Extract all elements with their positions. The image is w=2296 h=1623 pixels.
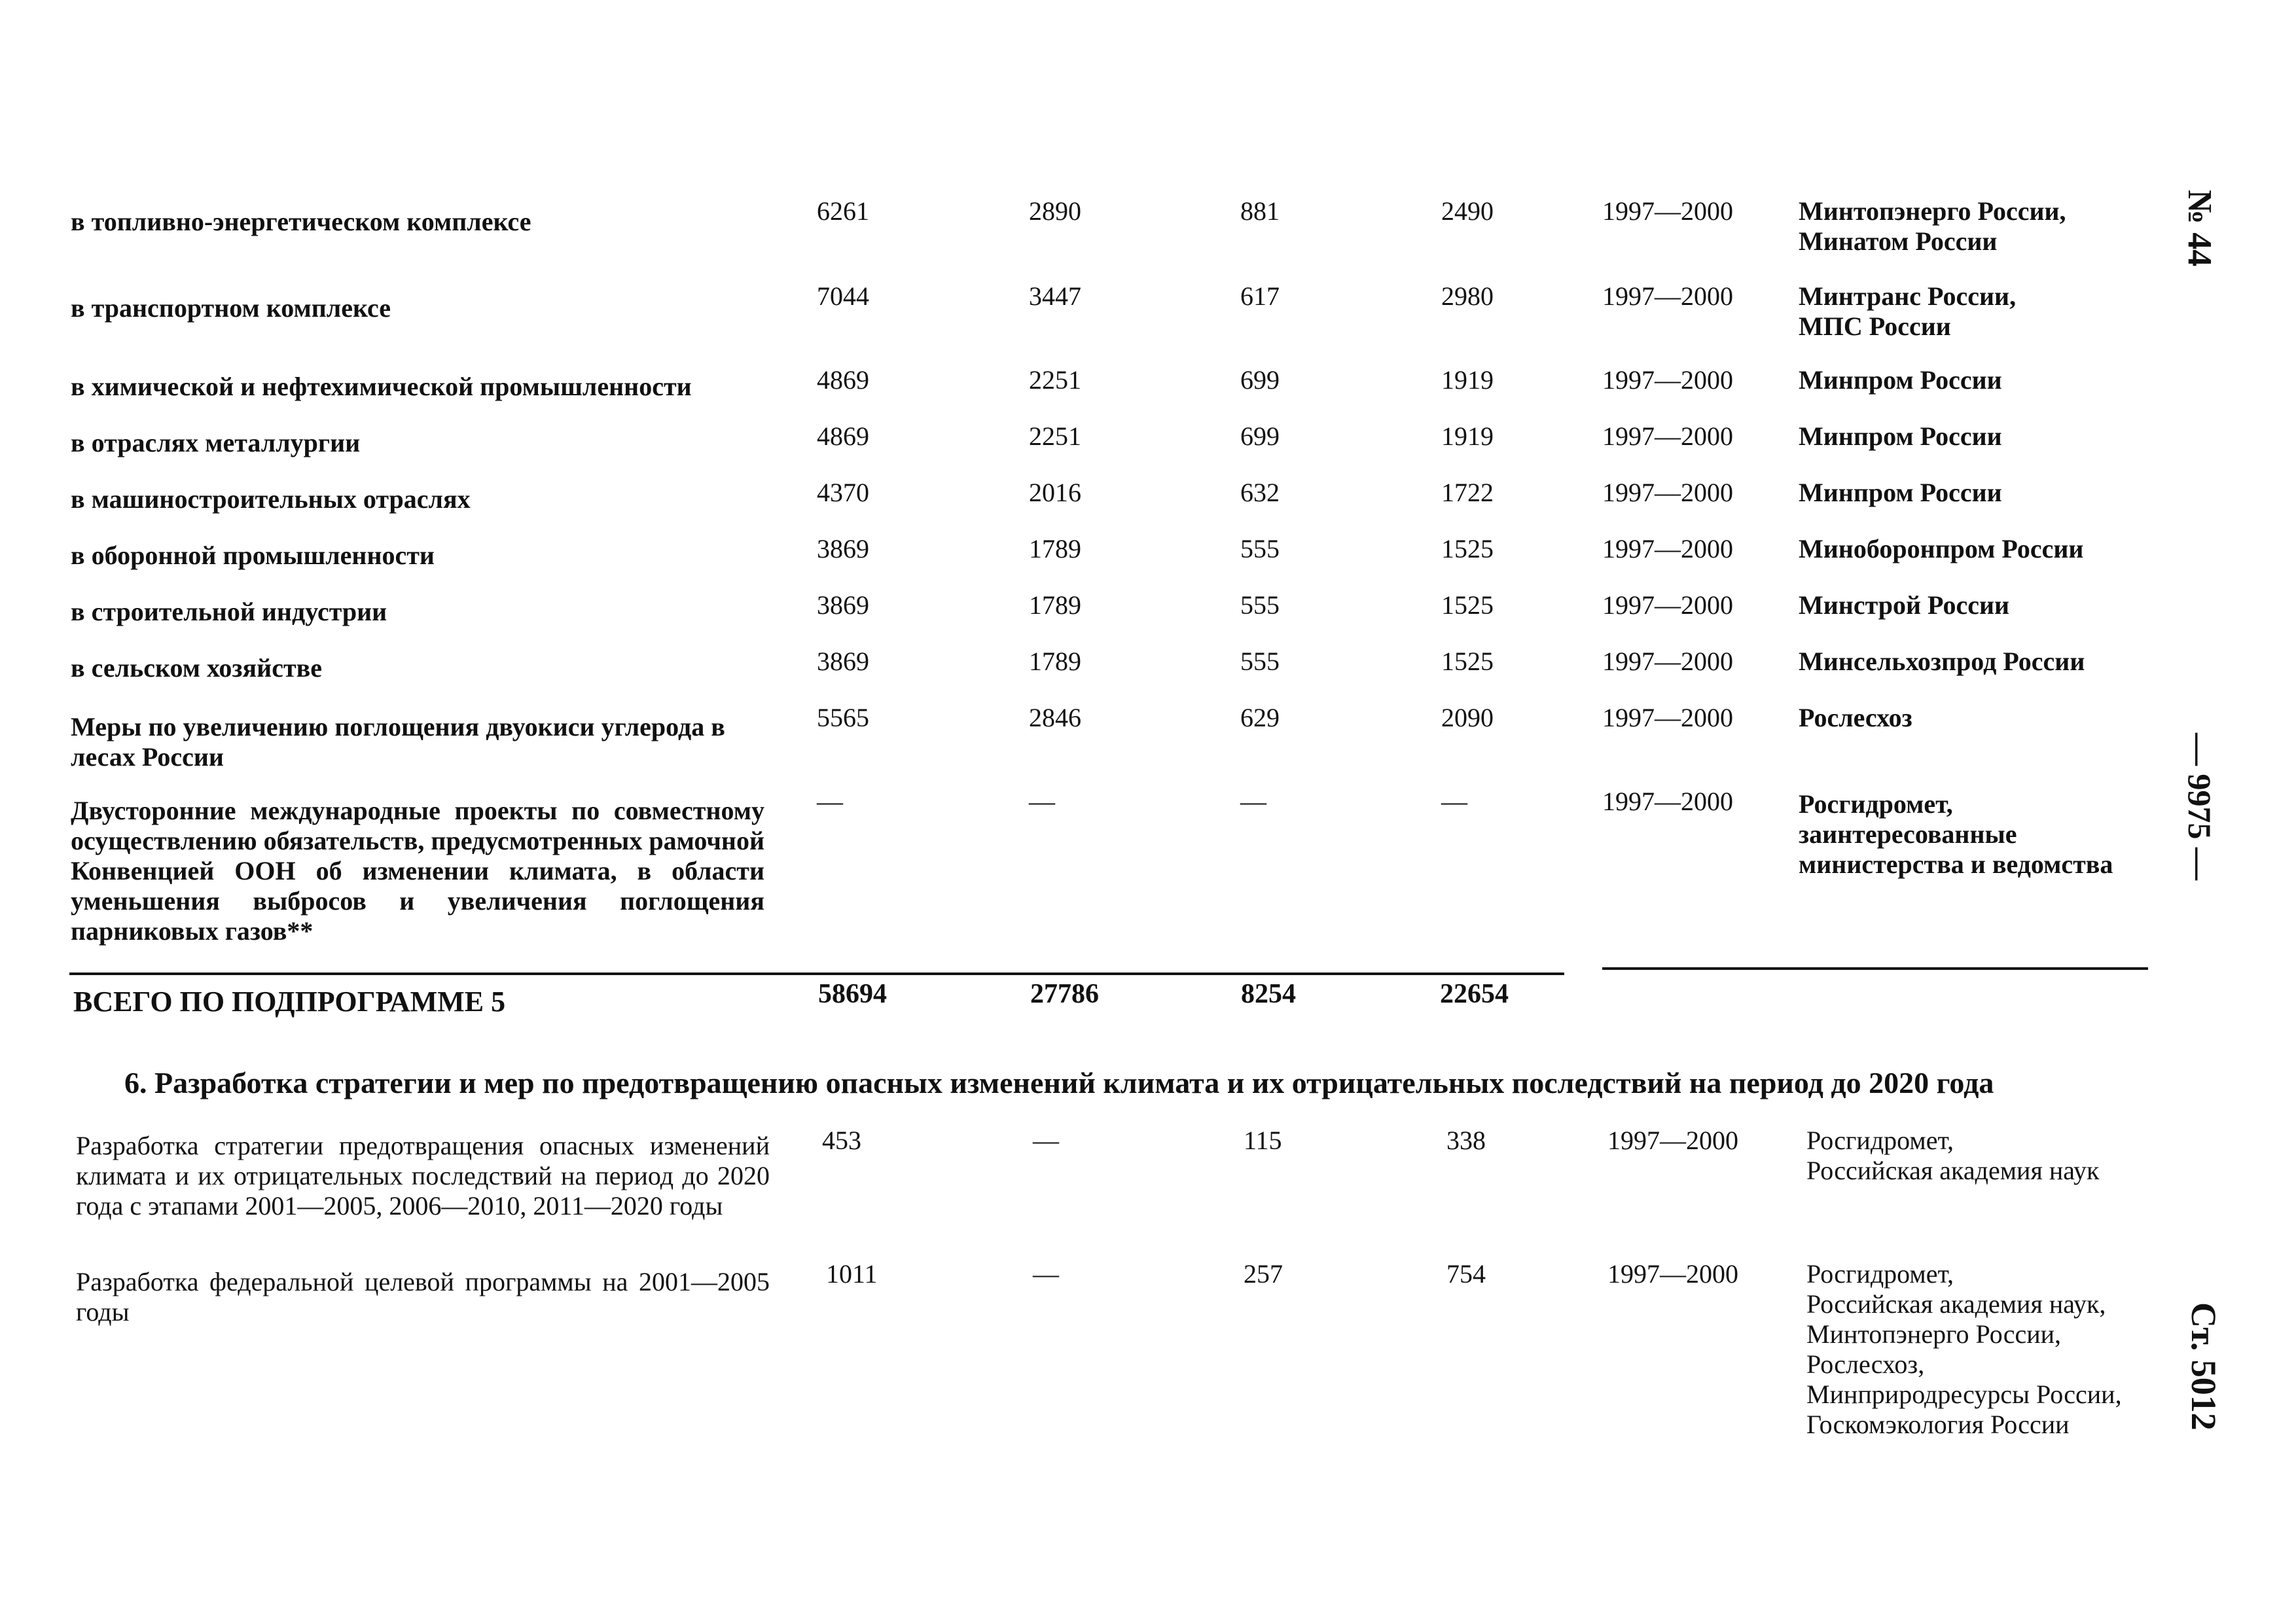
value-col-3: 555 xyxy=(1240,534,1280,563)
value-col-1: 4869 xyxy=(817,421,869,451)
row-label: Разработка федеральной целевой программы на 2001—2005 годы xyxy=(76,1267,770,1327)
value-col-2: 3447 xyxy=(1029,281,1081,311)
total-col-2: 27786 xyxy=(1030,979,1099,1009)
value-col-1: — xyxy=(817,787,843,816)
value-col-1: 4869 xyxy=(817,365,869,395)
row-label: Двусторонние международные проекты по совместному осуществлению обязательств, предусмотренных рамочной Конвенцией ООН об изменении климата, в области уменьшения выбросов и увеличения поглощения парниковых газов** xyxy=(71,796,764,946)
value-col-2: 1789 xyxy=(1029,647,1081,676)
row-label: Разработка стратегии предотвращения опасных изменений климата и их отрицательных последствий на период до 2020 года с этапами 2001—2005, 2006—2010, 2011—2020 годы xyxy=(76,1131,770,1221)
value-col-4: 1919 xyxy=(1441,421,1494,451)
value-col-1: 453 xyxy=(822,1126,861,1155)
years: 1997—2000 xyxy=(1607,1126,1738,1155)
value-col-3: 555 xyxy=(1240,590,1280,620)
value-col-2: 2846 xyxy=(1029,703,1081,732)
value-col-4: 1525 xyxy=(1441,534,1494,563)
years: 1997—2000 xyxy=(1602,365,1733,395)
value-col-3: 555 xyxy=(1240,647,1280,676)
value-col-1: 3869 xyxy=(817,590,869,620)
total-rule-left xyxy=(69,972,1564,975)
value-col-4: 1919 xyxy=(1441,365,1494,395)
value-col-2: — xyxy=(1033,1126,1059,1155)
value-col-3: 257 xyxy=(1244,1259,1283,1289)
value-col-2: — xyxy=(1029,787,1055,816)
value-col-4: — xyxy=(1441,787,1467,816)
total-col-1: 58694 xyxy=(818,979,887,1009)
total-label: ВСЕГО ПО ПОДПРОГРАММЕ 5 xyxy=(73,986,506,1018)
value-col-4: 2980 xyxy=(1441,281,1494,311)
years: 1997—2000 xyxy=(1602,421,1733,451)
value-col-4: 1525 xyxy=(1441,590,1494,620)
row-label: в машиностроительных отраслях xyxy=(71,484,471,514)
years: 1997—2000 xyxy=(1602,787,1733,816)
years: 1997—2000 xyxy=(1602,281,1733,311)
years: 1997—2000 xyxy=(1602,534,1733,563)
value-col-2: 1789 xyxy=(1029,590,1081,620)
row-label: Меры по увеличению поглощения двуокиси углерода в лесах России xyxy=(71,712,725,772)
executor: Минтопэнерго России, Минатом России xyxy=(1799,196,2066,256)
executor: Минтранс России, МПС России xyxy=(1799,281,2017,341)
years: 1997—2000 xyxy=(1602,703,1733,732)
value-col-2: 2890 xyxy=(1029,196,1081,226)
value-col-2: 1789 xyxy=(1029,534,1081,563)
executor: Минсельхозпрод России xyxy=(1799,647,2085,676)
row-label: в топливно-энергетическом комплексе xyxy=(71,207,531,236)
section-title: 6. Разработка стратегии и мер по предотвращению опасных изменений климата и их отрицательных последствий на период до 2020 года xyxy=(124,1066,1994,1099)
value-col-3: 699 xyxy=(1240,365,1280,395)
row-label: в химической и нефтехимической промышленности xyxy=(71,372,692,401)
value-col-4: 338 xyxy=(1446,1126,1486,1155)
years: 1997—2000 xyxy=(1602,478,1733,507)
value-col-3: 617 xyxy=(1240,281,1280,311)
value-col-2: — xyxy=(1033,1259,1059,1289)
executor: Минстрой России xyxy=(1799,590,2010,620)
executor: Минпром России xyxy=(1799,365,2002,395)
executor: Росгидромет, Российская академия наук xyxy=(1806,1126,2100,1185)
value-col-4: 2090 xyxy=(1441,703,1494,732)
value-col-3: 699 xyxy=(1240,421,1280,451)
row-label: в строительной индустрии xyxy=(71,597,387,626)
value-col-1: 4370 xyxy=(817,478,869,507)
issue-number: № 44 xyxy=(2181,190,2218,267)
value-col-1: 3869 xyxy=(817,534,869,563)
executor: Росгидромет, Российская академия наук, Минтопэнерго России, Рослесхоз, Минприродресурсы России, Госкомэкология России xyxy=(1806,1259,2122,1439)
executor: Миноборонпром России xyxy=(1799,534,2084,563)
value-col-4: 1722 xyxy=(1441,478,1494,507)
total-col-4: 22654 xyxy=(1440,979,1509,1009)
executor: Росгидромет, заинтересованные министерства и ведомства xyxy=(1799,789,2113,879)
value-col-1: 5565 xyxy=(817,703,869,732)
value-col-2: 2016 xyxy=(1029,478,1081,507)
value-col-3: 632 xyxy=(1240,478,1280,507)
value-col-3: 115 xyxy=(1244,1126,1282,1155)
row-label: в транспортном комплексе xyxy=(71,293,391,323)
value-col-3: 629 xyxy=(1240,703,1280,732)
years: 1997—2000 xyxy=(1602,590,1733,620)
value-col-1: 3869 xyxy=(817,647,869,676)
value-col-1: 1011 xyxy=(826,1259,878,1289)
row-label: в оборонной промышленности xyxy=(71,541,435,570)
years: 1997—2000 xyxy=(1602,647,1733,676)
value-col-4: 1525 xyxy=(1441,647,1494,676)
value-col-2: 2251 xyxy=(1029,365,1081,395)
page-code: — 9975 — xyxy=(2181,733,2218,880)
total-col-3: 8254 xyxy=(1241,979,1296,1009)
value-col-4: 754 xyxy=(1446,1259,1486,1289)
value-col-1: 6261 xyxy=(817,196,869,226)
years: 1997—2000 xyxy=(1602,196,1733,226)
executor: Минпром России xyxy=(1799,478,2002,507)
row-label: в сельском хозяйстве xyxy=(71,653,322,683)
years: 1997—2000 xyxy=(1607,1259,1738,1289)
executor: Рослесхоз xyxy=(1799,703,1912,732)
value-col-4: 2490 xyxy=(1441,196,1494,226)
article-number: Ст. 5012 xyxy=(2184,1302,2223,1431)
value-col-3: 881 xyxy=(1240,196,1280,226)
executor: Минпром России xyxy=(1799,421,2002,451)
total-rule-right xyxy=(1602,967,2148,970)
value-col-1: 7044 xyxy=(817,281,869,311)
row-label: в отраслях металлургии xyxy=(71,428,361,457)
value-col-3: — xyxy=(1240,787,1266,816)
value-col-2: 2251 xyxy=(1029,421,1081,451)
